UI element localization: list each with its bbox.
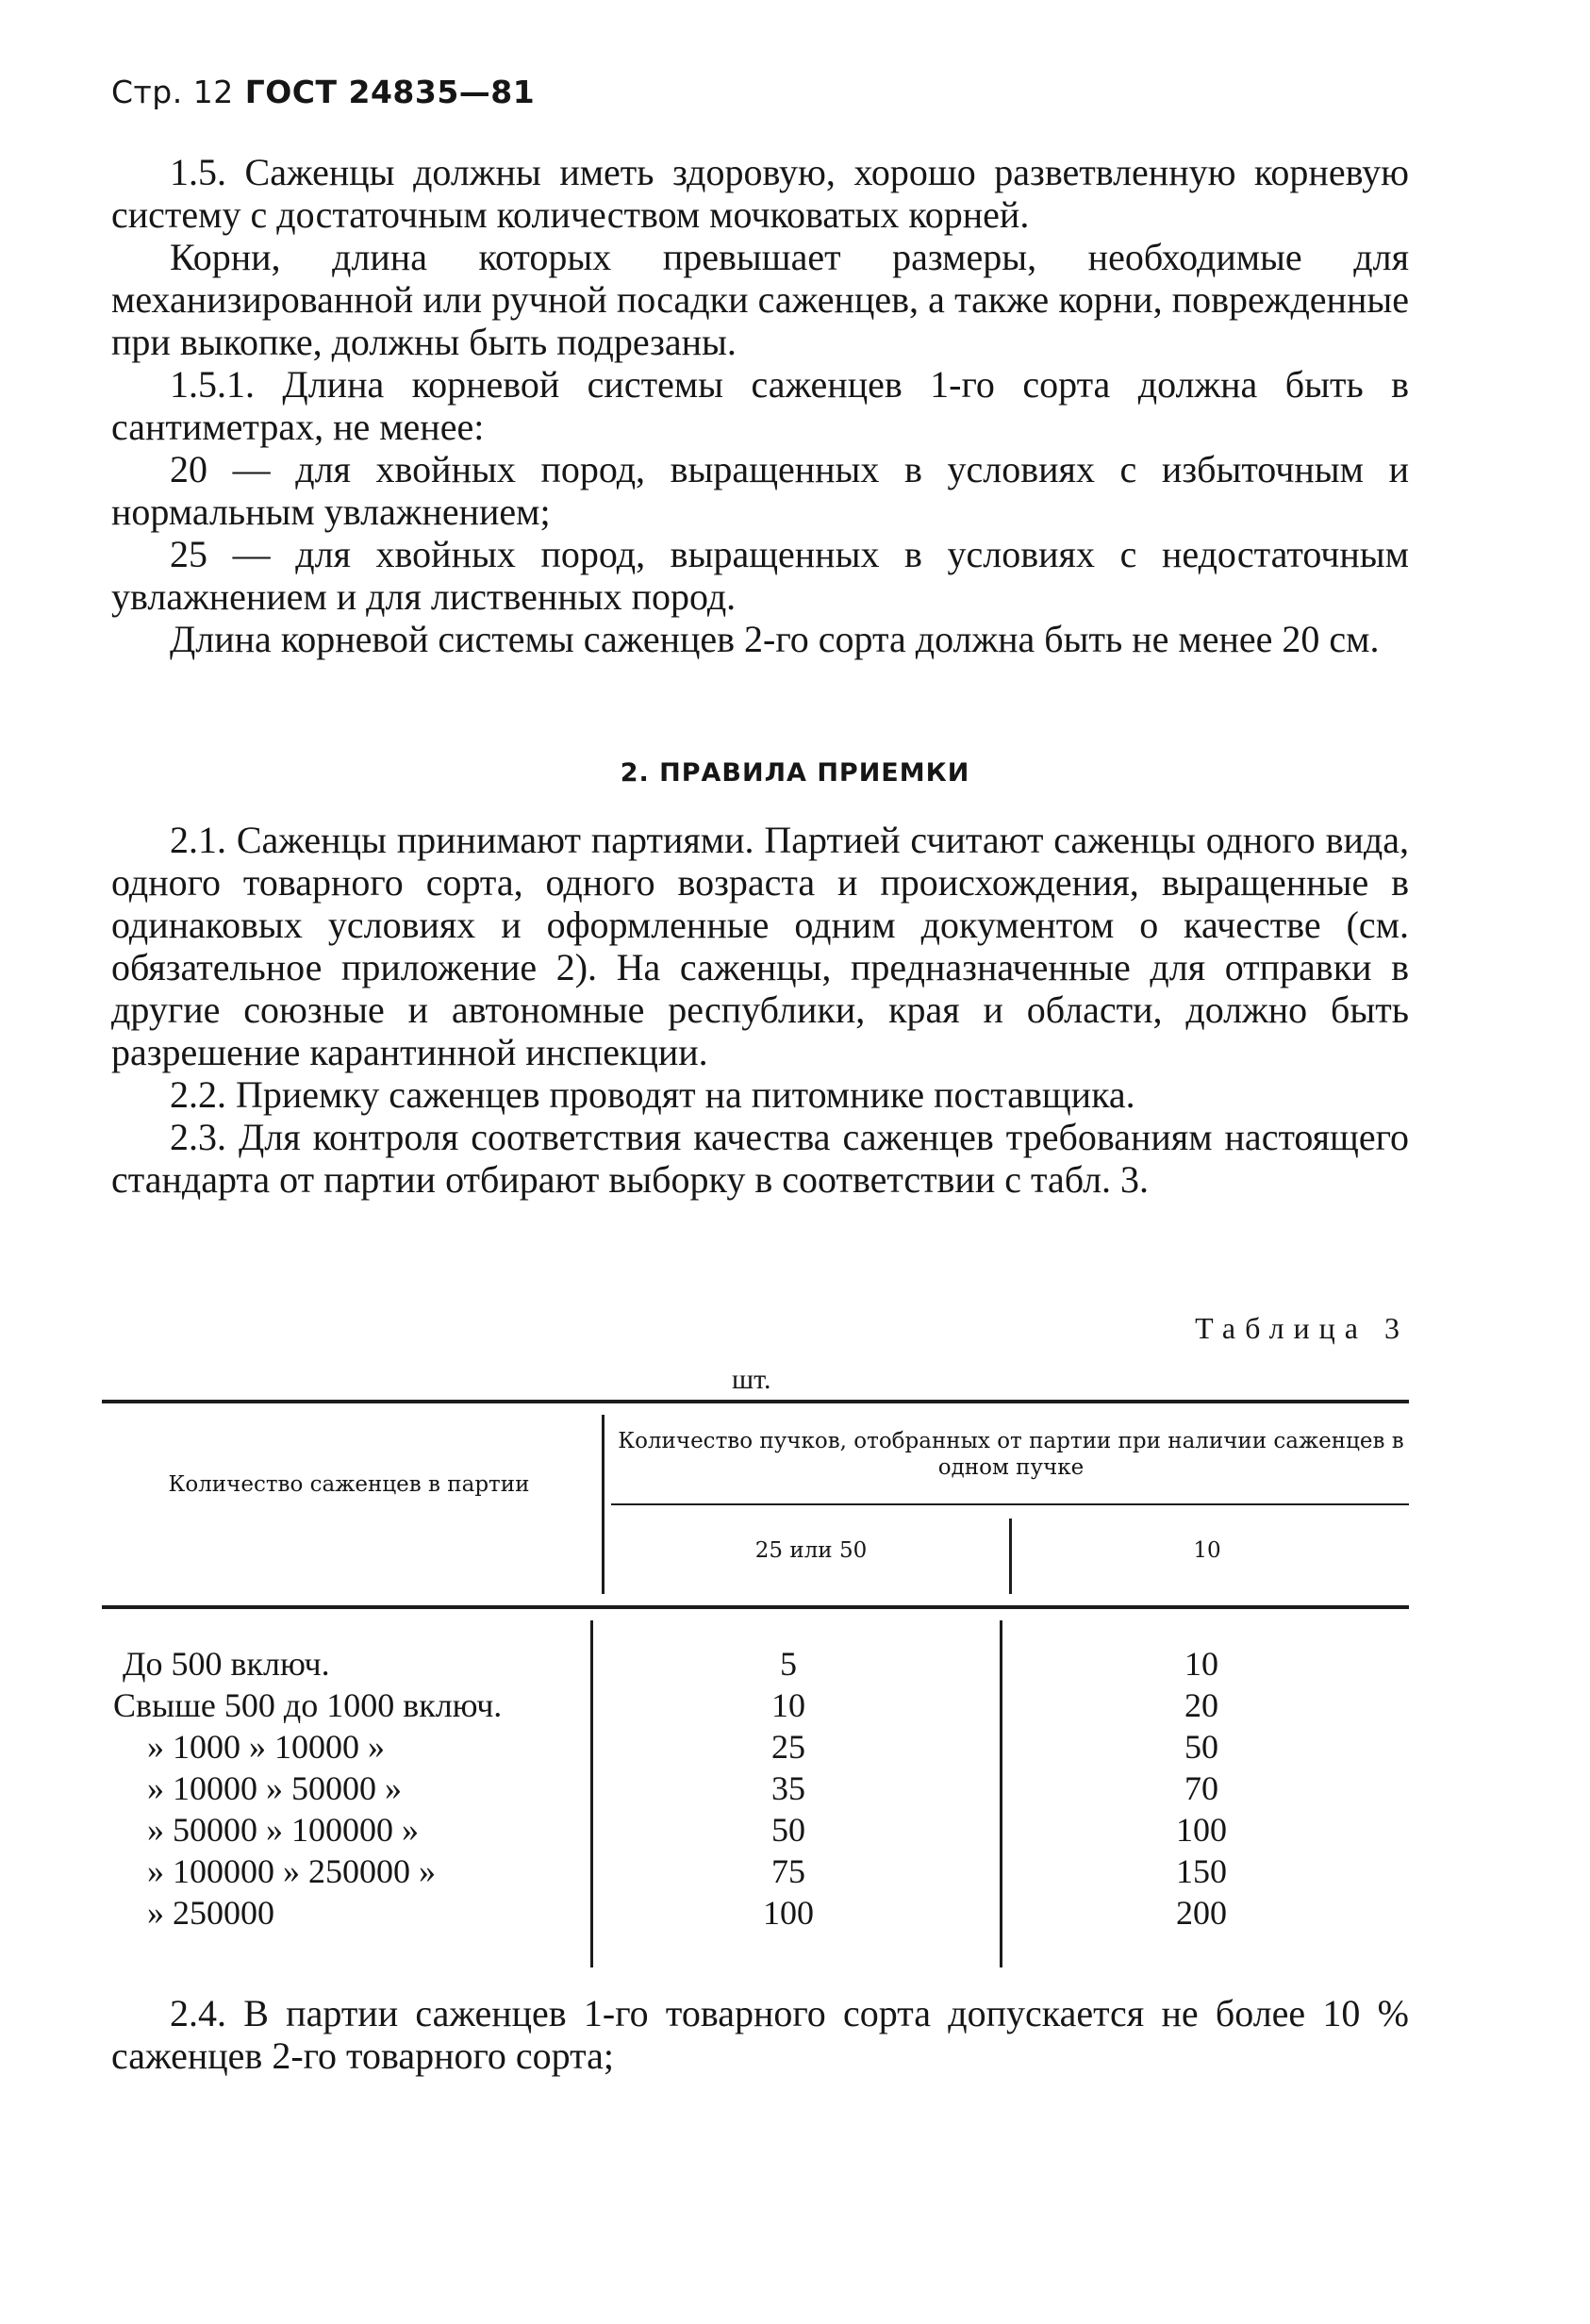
table-row-qty: » 10000 » 50000 » (147, 1769, 402, 1807)
section-1-text (111, 151, 1409, 660)
table-row-b: 70 (1184, 1769, 1218, 1807)
table-row-qty: Свыше 500 до 1000 включ. (113, 1686, 503, 1724)
table-subheader-25-50: 25 или 50 (754, 1538, 868, 1563)
table-header-rule (102, 1605, 1409, 1609)
table-row-b: 20 (1184, 1686, 1218, 1724)
table-row-a: 5 (780, 1645, 797, 1683)
table-row-b: 200 (1176, 1894, 1227, 1932)
paragraph-20cm: 20 — для хвойных пород, выращенных в условиях с избыточным и нормальным увлажнением; (111, 448, 1409, 533)
table-row-a: 35 (771, 1769, 805, 1807)
section-2-text (111, 819, 1409, 1201)
paragraph-1-5-1: 1.5.1. Длина корневой системы саженцев 1-го сорта должна быть в сантиметрах, не менее: (111, 363, 1409, 448)
paragraph-2-4: 2.4. В партии саженцев 1-го товарного сорта допускается не более 10 % саженцев 2-го товарного сорта; (111, 1992, 1409, 2077)
table-row-qty: » 100000 » 250000 » (147, 1852, 436, 1890)
page-number: Стр. 12 (111, 74, 234, 110)
table-row-qty: До 500 включ. (123, 1645, 330, 1683)
paragraph-2-3: 2.3. Для контроля соответствия качества саженцев требованиям настоящего стандарта от партии отбирают выборку в соответствии с табл. 3. (111, 1116, 1409, 1201)
table-row-b: 10 (1184, 1645, 1218, 1683)
table-row-qty: » 1000 » 10000 » (147, 1728, 385, 1766)
table-row-b: 100 (1176, 1811, 1227, 1849)
paragraph-1-5: 1.5. Саженцы должны иметь здоровую, хорошо разветвленную корневую систему с достаточным количеством мочковатых корней. (111, 151, 1409, 236)
section-3-text (111, 1992, 1409, 2077)
table-row-qty: » 250000 (147, 1894, 274, 1932)
paragraph-2-2: 2.2. Приемку саженцев проводят на питомнике поставщика. (170, 1073, 1135, 1116)
standard-number: ГОСТ 24835—81 (244, 74, 536, 110)
paragraph-roots: Корни, длина которых превышает размеры, необходимые для механизированной или ручной посадки саженцев, а также корни, поврежденные при выкопке, должны быть подрезаны. (111, 236, 1409, 363)
table-subcol-divider-header (1009, 1519, 1012, 1594)
paragraph-grade-2: Длина корневой системы саженцев 2-го сорта должна быть не менее 20 см. (170, 618, 1380, 660)
table-row-a: 100 (763, 1894, 814, 1932)
table-subheader-10: 10 (1193, 1538, 1221, 1563)
paragraph-25cm: 25 — для хвойных пород, выращенных в условиях с недостаточным увлажнением и для лиственных пород. (111, 533, 1409, 618)
paragraph-2-1: 2.1. Саженцы принимают партиями. Партией считают саженцы одного вида, одного товарного сорта, одного возраста и происхождения, выращенные в одинаковых условиях и оформленные одним документом о качестве (см. обязательное приложение 2). На саженцы, предназначенные для отправки в другие союзные и автономные республики, края и области, должно быть разрешение карантинной инспекции. (111, 819, 1409, 1073)
table-row-a: 50 (771, 1811, 805, 1849)
table-row-a: 25 (771, 1728, 805, 1766)
table-caption: Таблица 3 (1195, 1311, 1409, 1345)
table-group-header: Количество пучков, отобранных от партии при наличии саженцев в одном пучке (618, 1429, 1404, 1480)
table-row-b: 150 (1176, 1852, 1227, 1890)
table-unit: шт. (732, 1364, 771, 1395)
table-col-divider-header (602, 1415, 605, 1594)
running-header (111, 74, 535, 110)
table-group-rule (611, 1503, 1409, 1505)
section-title: 2. ПРАВИЛА ПРИЕМКИ (620, 758, 970, 788)
table-row-a: 75 (771, 1852, 805, 1890)
table-row-qty: » 50000 » 100000 » (147, 1811, 419, 1849)
table-col-divider-body (590, 1620, 593, 1967)
table-top-rule (102, 1400, 1409, 1403)
table-subcol-divider-body (1000, 1620, 1002, 1967)
table-col1-header: Количество саженцев в партии (168, 1472, 530, 1497)
table-row-a: 10 (771, 1686, 805, 1724)
table-row-b: 50 (1184, 1728, 1218, 1766)
